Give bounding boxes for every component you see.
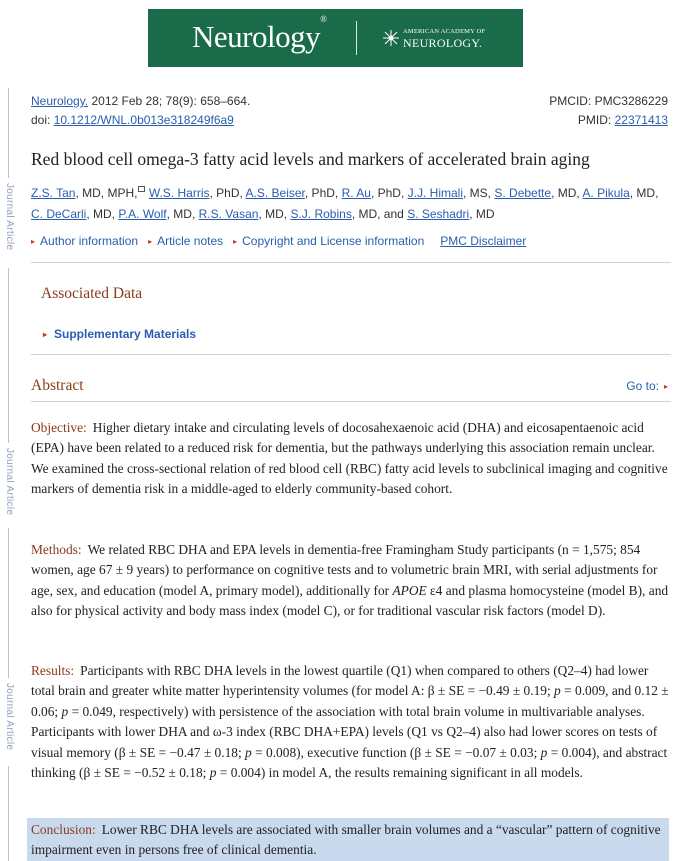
aan-name-bottom: NEUROLOGY. — [403, 36, 483, 50]
triangle-right-icon: ▸ — [31, 236, 36, 246]
article-title: Red blood cell omega-3 fatty acid levels and markers of accelerated brain aging — [31, 149, 590, 169]
aan-name-top: AMERICAN ACADEMY OF — [403, 28, 486, 35]
pmcid: PMCID: PMC3286229 — [549, 94, 668, 108]
banner-divider — [356, 21, 357, 55]
copyright-toggle[interactable]: ▸ Copyright and License information — [233, 234, 425, 248]
author-info-toggle[interactable]: ▸ Author information — [31, 234, 139, 248]
methods-paragraph: Methods: We related RBC DHA and EPA levels in dementia-free Framingham Study participants (n = 1,575; 854 women, age 67 ± 9 years) to performance on cognitive tests and to volumetric brain MRI, with serial adjustments for age, sex, and education (model A, primary model), additionally for APOE ε4 and plasma homocysteine (model B), and also for physical activity and body mass index (model C), or for traditional vascular risk factors (model D). — [31, 542, 669, 619]
pmc-disclaimer-link[interactable]: PMC Disclaimer — [440, 234, 527, 248]
author-link[interactable]: A. Pikula — [582, 186, 630, 200]
divider — [31, 354, 671, 355]
author-link[interactable]: Z.S. Tan — [31, 186, 76, 200]
citation-date: 2012 Feb 28; 78(9): 658–664. — [91, 94, 251, 108]
triangle-right-icon: ▸ — [43, 329, 48, 339]
rail-label: Journal Article — [4, 448, 15, 516]
author-list: Z.S. Tan, MD, MPH, W.S. Harris, PhD, A.S. Beiser, PhD, R. Au, PhD, J.J. Himali, MS, S. Debette, MD, A. Pikula, MD, C. DeCarli, MD, P.A. Wolf, MD, R.S. Vasan, MD, S.J. Robins, MD, and S. Seshadri, MD — [31, 186, 659, 221]
divider — [31, 401, 671, 402]
journal-banner[interactable] — [148, 9, 523, 67]
article-notes-toggle[interactable]: ▸ Article notes — [148, 234, 224, 248]
article-info-bar — [31, 234, 526, 248]
rail-label: Journal Article — [4, 683, 15, 751]
triangle-right-icon: ▸ — [148, 236, 153, 246]
author-link[interactable]: A.S. Beiser — [245, 186, 305, 200]
author-link[interactable]: P.A. Wolf — [118, 207, 167, 221]
methods-label: Methods: — [31, 542, 82, 557]
author-link[interactable]: C. DeCarli — [31, 207, 87, 221]
author-link[interactable]: W.S. Harris — [148, 186, 210, 200]
citation-ids — [549, 92, 668, 130]
rail-label: Journal Article — [4, 183, 15, 251]
author-link[interactable]: S.J. Robins — [290, 207, 352, 221]
author-link[interactable]: J.J. Himali — [407, 186, 463, 200]
goto-menu[interactable]: Go to: ▸ — [626, 379, 668, 393]
abstract-heading: Abstract — [31, 377, 84, 394]
author-link[interactable]: S. Seshadri — [407, 207, 470, 221]
doi-link[interactable]: 10.1212/WNL.0b013e318249f6a9 — [53, 113, 234, 127]
objective-paragraph: Objective: Higher dietary intake and circulating levels of docosahexaenoic acid (DHA) and eicosapentaenoic acid (EPA) have been related to a reduced risk for dementia, but the pathways underlying this association remain unclear. We examined the cross-sectional relation of red blood cell (RBC) fatty acid levels to subclinical imaging and cognitive markers of dementia risk in a middle-aged to elderly community-based cohort. — [31, 420, 668, 497]
results-paragraph: Results: Participants with RBC DHA levels in the lowest quartile (Q1) when compared to others (Q2–4) had lower total brain and greater white matter hyperintensity volumes (for model A: β ± SE = −0.49 ± 0.19; p = 0.009, and 0.12 ± 0.06; p = 0.049, respectively) with persistence of the association with total brain volume in multivariable analyses. Participants with lower DHA and ω-3 index (RBC DHA+EPA) levels (Q1 vs Q2–4) also had lower scores on tests of visual memory (β ± SE = −0.47 ± 0.18; p = 0.008), executive function (β ± SE = −0.07 ± 0.03; p = 0.004), and abstract thinking (β ± SE = −0.52 ± 0.18; p = 0.004) in model A, the results remaining significant in all models. — [31, 663, 669, 781]
conclusion-label: Conclusion: — [31, 822, 96, 837]
supplementary-materials-toggle[interactable]: ▸ Supplementary Materials — [43, 327, 197, 341]
results-label: Results: — [31, 663, 75, 678]
associated-data-heading: Associated Data — [41, 285, 143, 302]
aan-star-icon — [382, 29, 400, 47]
objective-label: Objective: — [31, 420, 87, 435]
triangle-right-icon: ▸ — [233, 236, 238, 246]
pmid-label: PMID: — [577, 113, 612, 127]
journal-wordmark: Neurology® — [192, 13, 327, 54]
email-icon[interactable] — [138, 186, 145, 192]
journal-article-rail — [0, 88, 14, 861]
doi-label: doi: — [31, 113, 51, 127]
journal-link[interactable]: Neurology. — [31, 94, 89, 108]
citation-info — [31, 92, 250, 130]
author-link[interactable]: R.S. Vasan — [198, 207, 259, 221]
conclusion-paragraph: Conclusion: Lower RBC DHA levels are associated with smaller brain volumes and a “vascular” pattern of cognitive impairment even in persons free of clinical dementia. — [27, 818, 669, 861]
author-link[interactable]: S. Debette — [494, 186, 552, 200]
triangle-right-icon: ▸ — [663, 381, 668, 391]
divider — [31, 262, 671, 263]
author-link[interactable]: R. Au — [341, 186, 371, 200]
pmid-link[interactable]: 22371413 — [614, 113, 668, 127]
